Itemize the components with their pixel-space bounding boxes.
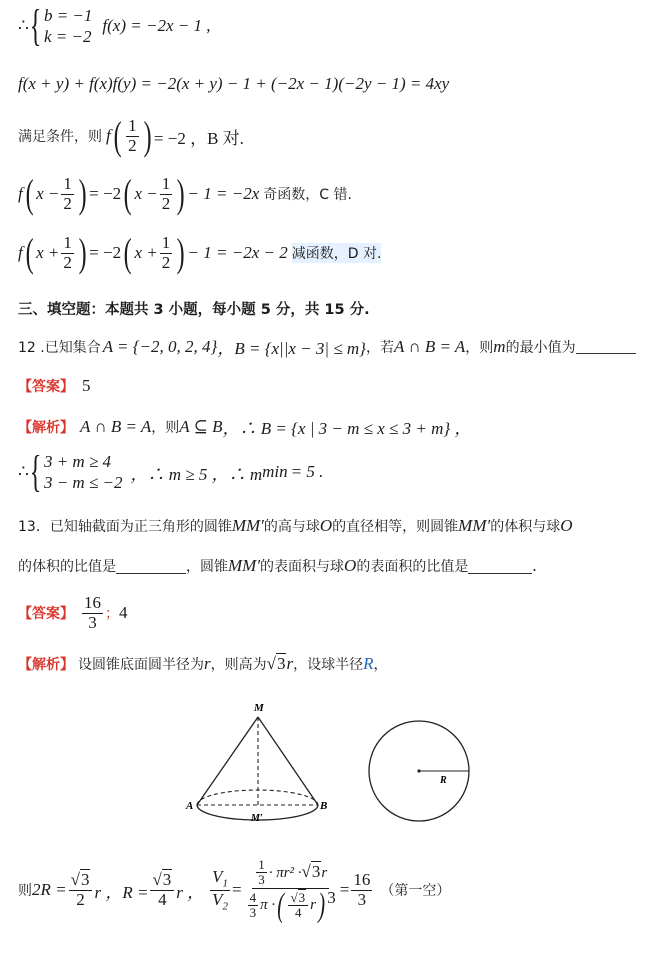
numerator: 1 [161,232,171,252]
an-subset: A ⊆ B [179,416,223,436]
equals-sign: = [232,880,242,900]
denominator: 4 [295,905,302,921]
f-symbol: f [106,126,111,145]
inequality-system [44,451,123,494]
fraction-half [61,175,74,213]
an-big-r: R [363,654,374,673]
numerator [210,868,230,890]
f-symbol: f [18,184,23,203]
analysis-tag: 【解析】 [18,657,74,673]
right-paren: ) [78,171,87,216]
q13-period: . [532,556,537,575]
numerator: √3 [288,891,308,906]
question-12 [18,334,636,359]
volume-fraction [244,858,338,923]
label-B: B [320,800,328,812]
sqrt-expr: √3 [266,654,286,673]
left-paren: ( [123,171,132,216]
q13-text-h: 的表面积的比值是 [356,559,469,575]
q13-text-c: 的直径相等，则圆锥 [332,519,459,535]
min-subscript: min [262,462,288,481]
result-fraction [351,871,372,909]
eq-b: b = −1 [43,5,93,25]
denominator: 2 [161,252,171,272]
q13-o: O [319,516,333,535]
eq-k: k = −2 [43,27,92,46]
v1: V [212,867,223,887]
q12-system [18,447,324,496]
cone-sphere-figure [0,695,661,845]
q12-condition: A ∩ B = A [394,336,466,356]
result-c: 奇函数，C 错. [263,187,352,203]
radicand: 3 [162,870,172,890]
left-paren: ( [123,230,132,275]
final-r-end: r ， [176,882,205,902]
q13-mm: MM′ [228,556,261,575]
q12-answer [18,376,91,396]
q13-text-f: ，圆锥 [186,559,228,575]
sys-conclusion: ，∴ m ≥ 5 ，∴ m [130,464,263,484]
answer-tag: 【答案】 [18,379,74,395]
cone-vol-r: r [321,864,328,881]
cone-right-edge [258,717,318,805]
numerator: 16 [84,593,101,612]
denominator: 2 [161,193,171,213]
label-M-prime: M′ [251,813,263,824]
therefore-sign: ∴ [18,16,29,35]
answer-blank-2 [468,559,532,574]
sphere-vol-r: r [310,897,316,914]
answer-fraction [82,594,103,632]
cone-volume [252,858,329,889]
q13-mm: MM′ [458,516,491,535]
label-M: M [254,702,264,714]
sphere-center [417,769,420,772]
v2-sub: 2 [222,900,229,913]
fraction-half [126,117,139,155]
result-expr: − 1 = −2x − 2 [187,243,288,262]
frac-sqrt3-4 [150,871,174,909]
right-paren: ) [143,113,152,158]
sqrt3-over-4 [288,891,308,921]
answer-value-2: 4 [119,603,128,623]
q13-o: O [560,516,573,535]
v2: V [212,889,223,909]
radicand: 3 [298,889,306,905]
numerator: 1 [63,232,72,252]
answer-blank [576,339,636,354]
analysis-tag: 【解析】 [18,419,74,436]
sphere-vol-rest: π · [260,897,276,914]
f-symbol: f [18,243,23,262]
q13-text-b: 的高与球 [263,519,320,535]
cone-diagram [185,702,327,824]
result-expr: − 1 = −2x [187,184,260,203]
eq-minus-two: = −2 [89,184,122,203]
an-text-d: ， [373,657,388,673]
q13-text-d: 的体积与球 [490,519,561,535]
denominator: 2 [128,135,137,155]
an-r: r [204,654,211,673]
q12-analysis [18,414,471,439]
fraction-half [61,234,74,272]
final-computation [18,858,450,923]
denominator: 4 [158,889,167,909]
an-text-a: 设圆锥底面圆半径为 [78,657,204,673]
numerator: 1 [128,115,137,135]
ineq-1: 3 + m ≥ 4 [43,451,112,471]
volume-ratio [210,868,230,912]
final-text-then: 则 [18,883,32,900]
numerator: 16 [353,870,371,890]
denominator: 2 [63,193,72,213]
denominator: 3 [88,612,97,632]
answer-tag: 【答案】 [18,606,74,623]
radicand: 3 [80,870,90,890]
numerator: 1 [161,173,171,193]
function-def: f(x) = −2x − 1 , [102,16,211,35]
sqrt-expr: √3 [301,862,321,882]
cube-exponent: 3 [327,887,336,907]
q13-text-g: 的表面积与球 [260,559,345,575]
section-heading [18,298,370,319]
q13-o: O [344,556,357,575]
radicand: 3 [311,862,321,882]
q12-text-b: ，若 [366,339,394,356]
an-then: ，则 [151,419,180,436]
cone-vol-rest: · πr² · [268,864,302,881]
label-A: A [186,800,194,812]
final-2r: 2R = [32,880,67,900]
line-5 [18,230,382,275]
numerator: √3 [150,871,174,891]
right-paren: ) [176,171,185,216]
denominator [210,891,230,912]
fraction-half [160,234,173,272]
q12-text-a: 12 .已知集合 [18,339,101,356]
sphere-diagram [369,721,469,821]
an-text-c: ，设球半径 [293,657,364,673]
equals-sign: = [339,880,350,900]
right-paren: ) [78,230,87,275]
ineq-2: 3 − m ≤ −2 [43,473,123,492]
right-paren: ) [176,230,185,275]
q13-text-e: 的体积的比值是 [18,559,116,575]
system-brace: { [29,1,42,50]
numerator: 1 [258,857,265,872]
q12-text-c: ，则 [465,339,494,356]
an-r: r [286,654,294,673]
line-1 [18,1,211,50]
final-r-eq: r ，R = [94,882,149,902]
answer-separator: ； [105,606,119,623]
q13-analysis [18,654,387,674]
left-paren: ( [25,171,34,216]
numerator: 4 [249,889,257,905]
section-title: 三、填空题：本题共 3 小题，每小题 5 分，共 15 分. [18,302,370,318]
right-paren: ) [318,886,326,924]
fraction-half [160,175,173,213]
question-13-line2 [18,556,537,576]
four-thirds [248,891,259,921]
q12-text-d: 的最小值为 [505,339,576,356]
x-plus: x + [134,243,158,262]
denominator: 3 [357,889,367,909]
left-paren: ( [113,113,122,158]
answer-blank-1 [116,559,186,574]
an-cond: A ∩ B = A [80,416,152,436]
line-4 [18,171,352,216]
text-condition: 满足条件，则 [18,129,102,145]
result-d: 减函数，D 对. [292,243,382,263]
label-R: R [440,775,447,786]
therefore-sign: ∴ [18,462,29,481]
one-third [256,858,267,888]
line-3 [18,113,244,158]
q12-m: m [493,336,506,356]
an-setb: ，∴ B = {x | 3 − m ≤ x ≤ 3 + m} ， [222,419,472,438]
cone-left-edge [197,717,258,805]
an-text-b: ，则高为 [210,657,267,673]
v1-sub: 1 [222,877,229,890]
left-paren: ( [25,230,34,275]
set-a: A = {−2, 0, 2, 4} [102,336,218,356]
eq-minus-two: = −2 [89,243,122,262]
x-minus: x − [36,184,60,203]
sqrt-radicand: 3 [276,654,286,673]
frac-sqrt3-2 [69,871,93,909]
functional-equation: f(x + y) + f(x)f(y) = −2(x + y) − 1 + (−2x − 1)(−2y − 1) = 4xy [18,74,450,93]
denominator: 3 [249,905,257,921]
result-b: = −2 ，B 对. [153,128,244,148]
equation-system [44,5,92,48]
q13-mm: MM′ [231,516,264,535]
line-2 [18,74,449,94]
q13-text-a: 13．已知轴截面为正三角形的圆锥 [18,519,232,535]
left-paren: ( [277,886,285,924]
numerator: √3 [69,871,93,891]
set-b: ，B = {x||x − 3| ≤ m} [217,339,366,358]
first-blank-note: （第一空） [380,883,451,900]
denominator: 2 [63,252,72,272]
sphere-volume [244,886,338,924]
question-13-line1 [18,516,572,536]
sys-result: = 5 . [290,462,324,481]
q13-answer [18,594,128,632]
system-brace: { [29,447,42,496]
answer-value: 5 [82,376,91,395]
x-plus: x + [36,243,60,262]
denominator: 2 [76,889,85,909]
denominator: 3 [258,872,265,888]
numerator: 1 [63,173,72,193]
x-minus: x − [134,184,158,203]
